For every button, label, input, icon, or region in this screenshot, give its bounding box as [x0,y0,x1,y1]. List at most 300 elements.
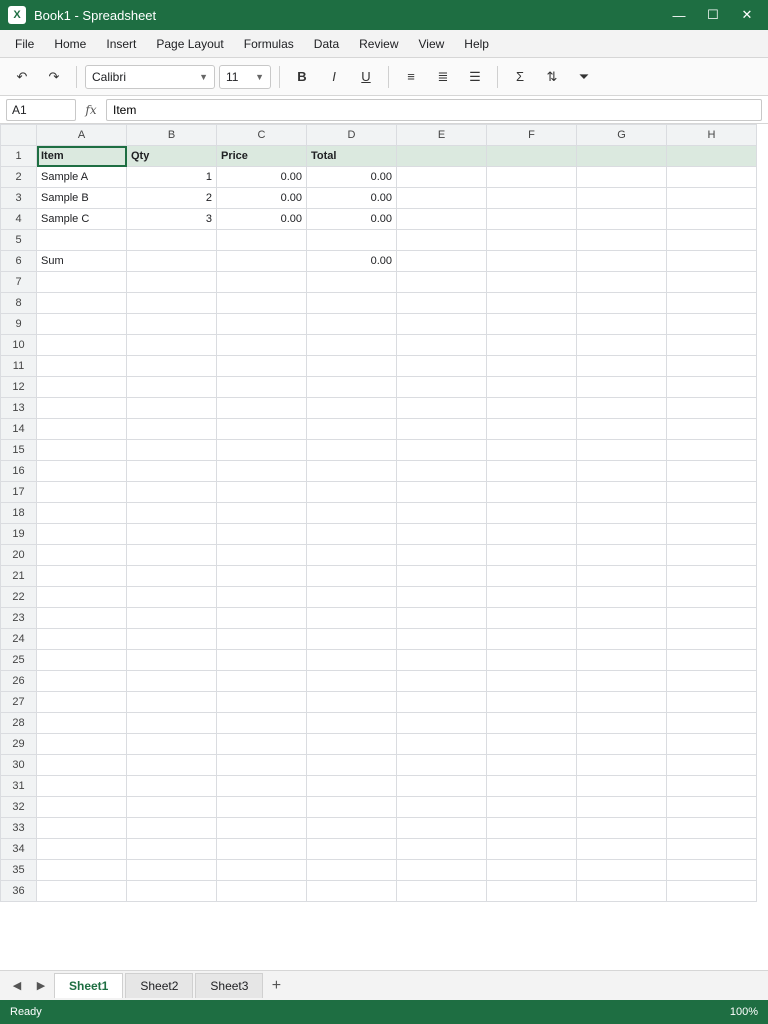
cell-e6[interactable] [397,251,487,272]
cell-c29[interactable] [217,734,307,755]
cell-e5[interactable] [397,230,487,251]
cell-a14[interactable] [37,419,127,440]
cell-c25[interactable] [217,650,307,671]
cell-a32[interactable] [37,797,127,818]
cell-d36[interactable] [307,881,397,902]
sort-icon[interactable]: ⇅ [538,64,566,90]
cell-c9[interactable] [217,314,307,335]
row-header[interactable]: 15 [1,440,37,461]
cell-g27[interactable] [577,692,667,713]
cell-d18[interactable] [307,503,397,524]
cell-c12[interactable] [217,377,307,398]
row-header[interactable]: 18 [1,503,37,524]
row-header[interactable]: 25 [1,650,37,671]
cell-b23[interactable] [127,608,217,629]
row-header[interactable]: 36 [1,881,37,902]
cell-g31[interactable] [577,776,667,797]
cell-e3[interactable] [397,188,487,209]
underline-button[interactable]: U [352,64,380,90]
cell-b32[interactable] [127,797,217,818]
row-header[interactable]: 10 [1,335,37,356]
cell-g6[interactable] [577,251,667,272]
cell-g11[interactable] [577,356,667,377]
cell-h30[interactable] [667,755,757,776]
cell-c35[interactable] [217,860,307,881]
cell-d23[interactable] [307,608,397,629]
cell-a18[interactable] [37,503,127,524]
row-header[interactable]: 2 [1,167,37,188]
row-header[interactable]: 13 [1,398,37,419]
cell-e21[interactable] [397,566,487,587]
row-header[interactable]: 27 [1,692,37,713]
bold-button[interactable]: B [288,64,316,90]
cell-d16[interactable] [307,461,397,482]
cell-d30[interactable] [307,755,397,776]
cell-d31[interactable] [307,776,397,797]
cell-d29[interactable] [307,734,397,755]
cell-d22[interactable] [307,587,397,608]
cell-e23[interactable] [397,608,487,629]
cell-b15[interactable] [127,440,217,461]
tab-sheet1[interactable]: Sheet1 [54,973,123,998]
row-header[interactable]: 6 [1,251,37,272]
cell-f11[interactable] [487,356,577,377]
cell-d10[interactable] [307,335,397,356]
cell-f13[interactable] [487,398,577,419]
cell-b5[interactable] [127,230,217,251]
cell-a10[interactable] [37,335,127,356]
cell-c26[interactable] [217,671,307,692]
cell-b3[interactable]: 2 [127,188,217,209]
cell-f12[interactable] [487,377,577,398]
cell-d6[interactable]: 0.00 [307,251,397,272]
cell-g33[interactable] [577,818,667,839]
cell-a23[interactable] [37,608,127,629]
cell-a4[interactable]: Sample C [37,209,127,230]
cell-d9[interactable] [307,314,397,335]
cell-a24[interactable] [37,629,127,650]
cell-a9[interactable] [37,314,127,335]
column-header-e[interactable]: E [397,125,487,146]
cell-e15[interactable] [397,440,487,461]
cell-h10[interactable] [667,335,757,356]
cell-b1[interactable]: Qty [127,146,217,167]
column-header-c[interactable]: C [217,125,307,146]
cell-e36[interactable] [397,881,487,902]
cell-c8[interactable] [217,293,307,314]
cell-e22[interactable] [397,587,487,608]
cell-g34[interactable] [577,839,667,860]
cell-e14[interactable] [397,419,487,440]
cell-c19[interactable] [217,524,307,545]
column-header-b[interactable]: B [127,125,217,146]
row-header[interactable]: 29 [1,734,37,755]
cell-c10[interactable] [217,335,307,356]
cell-f33[interactable] [487,818,577,839]
cell-a36[interactable] [37,881,127,902]
cell-f2[interactable] [487,167,577,188]
cell-f28[interactable] [487,713,577,734]
cell-b30[interactable] [127,755,217,776]
cell-g29[interactable] [577,734,667,755]
cell-f35[interactable] [487,860,577,881]
cell-h19[interactable] [667,524,757,545]
cell-h27[interactable] [667,692,757,713]
cell-g18[interactable] [577,503,667,524]
cell-c18[interactable] [217,503,307,524]
row-header[interactable]: 9 [1,314,37,335]
cell-h15[interactable] [667,440,757,461]
cell-f18[interactable] [487,503,577,524]
cell-e30[interactable] [397,755,487,776]
cell-g14[interactable] [577,419,667,440]
cell-a35[interactable] [37,860,127,881]
cell-g30[interactable] [577,755,667,776]
cell-b13[interactable] [127,398,217,419]
cell-d32[interactable] [307,797,397,818]
cell-f23[interactable] [487,608,577,629]
cell-g36[interactable] [577,881,667,902]
sum-icon[interactable]: Σ [506,64,534,90]
cell-h6[interactable] [667,251,757,272]
cell-d27[interactable] [307,692,397,713]
cell-h22[interactable] [667,587,757,608]
cell-b27[interactable] [127,692,217,713]
row-header[interactable]: 8 [1,293,37,314]
cell-g25[interactable] [577,650,667,671]
cell-f20[interactable] [487,545,577,566]
cell-b9[interactable] [127,314,217,335]
cell-e29[interactable] [397,734,487,755]
cell-a26[interactable] [37,671,127,692]
cell-d17[interactable] [307,482,397,503]
name-box[interactable]: A1 [6,99,76,121]
cell-f7[interactable] [487,272,577,293]
cell-c7[interactable] [217,272,307,293]
cell-c16[interactable] [217,461,307,482]
cell-a27[interactable] [37,692,127,713]
cell-g2[interactable] [577,167,667,188]
maximize-button[interactable]: ☐ [707,7,719,22]
cell-f26[interactable] [487,671,577,692]
cell-g24[interactable] [577,629,667,650]
row-header[interactable]: 34 [1,839,37,860]
cell-h7[interactable] [667,272,757,293]
cell-f6[interactable] [487,251,577,272]
cell-a17[interactable] [37,482,127,503]
cell-g15[interactable] [577,440,667,461]
row-header[interactable]: 17 [1,482,37,503]
cell-b34[interactable] [127,839,217,860]
row-header[interactable]: 22 [1,587,37,608]
cell-h33[interactable] [667,818,757,839]
cell-c34[interactable] [217,839,307,860]
chevron-left-icon[interactable]: ◀ [12,980,22,992]
row-header[interactable]: 20 [1,545,37,566]
cell-f15[interactable] [487,440,577,461]
cell-b19[interactable] [127,524,217,545]
cell-d34[interactable] [307,839,397,860]
column-header-a[interactable]: A [37,125,127,146]
row-header[interactable]: 30 [1,755,37,776]
cell-d4[interactable]: 0.00 [307,209,397,230]
cell-h17[interactable] [667,482,757,503]
cell-b24[interactable] [127,629,217,650]
column-header-g[interactable]: G [577,125,667,146]
font-name-select[interactable] [85,65,215,89]
cell-e1[interactable] [397,146,487,167]
cell-c2[interactable]: 0.00 [217,167,307,188]
cell-b2[interactable]: 1 [127,167,217,188]
cell-g17[interactable] [577,482,667,503]
cell-c21[interactable] [217,566,307,587]
cell-h18[interactable] [667,503,757,524]
cell-c36[interactable] [217,881,307,902]
cell-a15[interactable] [37,440,127,461]
redo-icon[interactable]: ↷ [40,64,68,90]
cell-g32[interactable] [577,797,667,818]
tab-sheet2[interactable]: Sheet2 [125,973,193,998]
cell-c33[interactable] [217,818,307,839]
cell-e35[interactable] [397,860,487,881]
cell-f36[interactable] [487,881,577,902]
cell-e34[interactable] [397,839,487,860]
cell-f5[interactable] [487,230,577,251]
row-header[interactable]: 7 [1,272,37,293]
cell-h16[interactable] [667,461,757,482]
cell-b22[interactable] [127,587,217,608]
cell-h13[interactable] [667,398,757,419]
cell-f24[interactable] [487,629,577,650]
cell-c27[interactable] [217,692,307,713]
cell-e11[interactable] [397,356,487,377]
cell-a34[interactable] [37,839,127,860]
cell-c17[interactable] [217,482,307,503]
cell-e25[interactable] [397,650,487,671]
cell-b16[interactable] [127,461,217,482]
row-header[interactable]: 31 [1,776,37,797]
menu-help[interactable]: Help [464,36,489,51]
cell-a30[interactable] [37,755,127,776]
cell-g28[interactable] [577,713,667,734]
cell-f1[interactable] [487,146,577,167]
cell-h36[interactable] [667,881,757,902]
cell-d3[interactable]: 0.00 [307,188,397,209]
cell-e4[interactable] [397,209,487,230]
cell-f21[interactable] [487,566,577,587]
cell-e12[interactable] [397,377,487,398]
row-header[interactable]: 4 [1,209,37,230]
font-size-select[interactable] [219,65,271,89]
cell-a8[interactable] [37,293,127,314]
cell-h5[interactable] [667,230,757,251]
cell-g16[interactable] [577,461,667,482]
cell-c22[interactable] [217,587,307,608]
cell-e17[interactable] [397,482,487,503]
cell-c3[interactable]: 0.00 [217,188,307,209]
cell-g35[interactable] [577,860,667,881]
cell-f29[interactable] [487,734,577,755]
cell-c23[interactable] [217,608,307,629]
cell-g26[interactable] [577,671,667,692]
cell-a21[interactable] [37,566,127,587]
cell-h8[interactable] [667,293,757,314]
cell-a1[interactable]: Item [37,146,127,167]
row-header[interactable]: 1 [1,146,37,167]
cell-f9[interactable] [487,314,577,335]
cell-c20[interactable] [217,545,307,566]
cell-b17[interactable] [127,482,217,503]
menu-home[interactable]: Home [54,36,87,51]
cell-a25[interactable] [37,650,127,671]
cell-g19[interactable] [577,524,667,545]
cell-d11[interactable] [307,356,397,377]
column-header-f[interactable]: F [487,125,577,146]
cell-h20[interactable] [667,545,757,566]
cell-h14[interactable] [667,419,757,440]
cell-g20[interactable] [577,545,667,566]
row-header[interactable]: 32 [1,797,37,818]
cell-a22[interactable] [37,587,127,608]
function-icon[interactable]: fx [85,102,97,117]
align-center-button[interactable]: ≣ [429,64,457,90]
cell-c11[interactable] [217,356,307,377]
cell-d24[interactable] [307,629,397,650]
cell-e18[interactable] [397,503,487,524]
menu-data[interactable]: Data [313,36,340,51]
cell-b20[interactable] [127,545,217,566]
formula-input[interactable] [106,99,762,121]
cell-e7[interactable] [397,272,487,293]
cell-c13[interactable] [217,398,307,419]
cell-e27[interactable] [397,692,487,713]
cell-g22[interactable] [577,587,667,608]
cell-d13[interactable] [307,398,397,419]
cell-e10[interactable] [397,335,487,356]
cell-b33[interactable] [127,818,217,839]
column-header-h[interactable]: H [667,125,757,146]
cell-f19[interactable] [487,524,577,545]
cell-h11[interactable] [667,356,757,377]
cell-d12[interactable] [307,377,397,398]
cell-f31[interactable] [487,776,577,797]
cell-d7[interactable] [307,272,397,293]
cell-e19[interactable] [397,524,487,545]
cell-a16[interactable] [37,461,127,482]
cell-d1[interactable]: Total [307,146,397,167]
cell-b12[interactable] [127,377,217,398]
cell-d5[interactable] [307,230,397,251]
cell-h24[interactable] [667,629,757,650]
cell-c14[interactable] [217,419,307,440]
cell-a7[interactable] [37,272,127,293]
cell-b4[interactable]: 3 [127,209,217,230]
cell-e24[interactable] [397,629,487,650]
row-header[interactable]: 5 [1,230,37,251]
cell-h29[interactable] [667,734,757,755]
row-header[interactable]: 33 [1,818,37,839]
cell-d14[interactable] [307,419,397,440]
cell-f32[interactable] [487,797,577,818]
cell-d21[interactable] [307,566,397,587]
menu-page-layout[interactable]: Page Layout [156,36,224,51]
cell-d25[interactable] [307,650,397,671]
cell-e26[interactable] [397,671,487,692]
cell-g23[interactable] [577,608,667,629]
cell-a13[interactable] [37,398,127,419]
cell-h3[interactable] [667,188,757,209]
align-right-button[interactable]: ☰ [461,64,489,90]
row-header[interactable]: 24 [1,629,37,650]
cell-d15[interactable] [307,440,397,461]
cell-c31[interactable] [217,776,307,797]
cell-a19[interactable] [37,524,127,545]
row-header[interactable]: 12 [1,377,37,398]
cell-g4[interactable] [577,209,667,230]
cell-b29[interactable] [127,734,217,755]
cell-h32[interactable] [667,797,757,818]
cell-f30[interactable] [487,755,577,776]
row-header[interactable]: 21 [1,566,37,587]
add-sheet-icon[interactable]: + [271,976,282,994]
cell-f22[interactable] [487,587,577,608]
align-left-button[interactable]: ≡ [397,64,425,90]
menu-file[interactable]: File [15,36,35,51]
cell-b10[interactable] [127,335,217,356]
cell-f25[interactable] [487,650,577,671]
cell-b36[interactable] [127,881,217,902]
cell-b6[interactable] [127,251,217,272]
chevron-right-icon[interactable]: ▶ [36,980,46,992]
row-header[interactable]: 11 [1,356,37,377]
cell-e16[interactable] [397,461,487,482]
cell-g9[interactable] [577,314,667,335]
cell-a31[interactable] [37,776,127,797]
cell-h31[interactable] [667,776,757,797]
cell-e28[interactable] [397,713,487,734]
cell-e31[interactable] [397,776,487,797]
cell-h34[interactable] [667,839,757,860]
cell-d35[interactable] [307,860,397,881]
row-header[interactable]: 23 [1,608,37,629]
row-header[interactable]: 16 [1,461,37,482]
cell-e20[interactable] [397,545,487,566]
cell-e2[interactable] [397,167,487,188]
cell-e9[interactable] [397,314,487,335]
cell-g8[interactable] [577,293,667,314]
row-header[interactable]: 14 [1,419,37,440]
cell-h26[interactable] [667,671,757,692]
menu-insert[interactable]: Insert [106,36,137,51]
cell-h12[interactable] [667,377,757,398]
cell-b11[interactable] [127,356,217,377]
cell-a11[interactable] [37,356,127,377]
close-button[interactable]: ✕ [741,7,753,22]
cell-g21[interactable] [577,566,667,587]
cell-a29[interactable] [37,734,127,755]
cell-a20[interactable] [37,545,127,566]
cell-c1[interactable]: Price [217,146,307,167]
cell-g5[interactable] [577,230,667,251]
column-header-d[interactable]: D [307,125,397,146]
cell-g7[interactable] [577,272,667,293]
cell-e33[interactable] [397,818,487,839]
cell-a2[interactable]: Sample A [37,167,127,188]
cell-d2[interactable]: 0.00 [307,167,397,188]
cell-a6[interactable]: Sum [37,251,127,272]
cell-g12[interactable] [577,377,667,398]
cell-c32[interactable] [217,797,307,818]
